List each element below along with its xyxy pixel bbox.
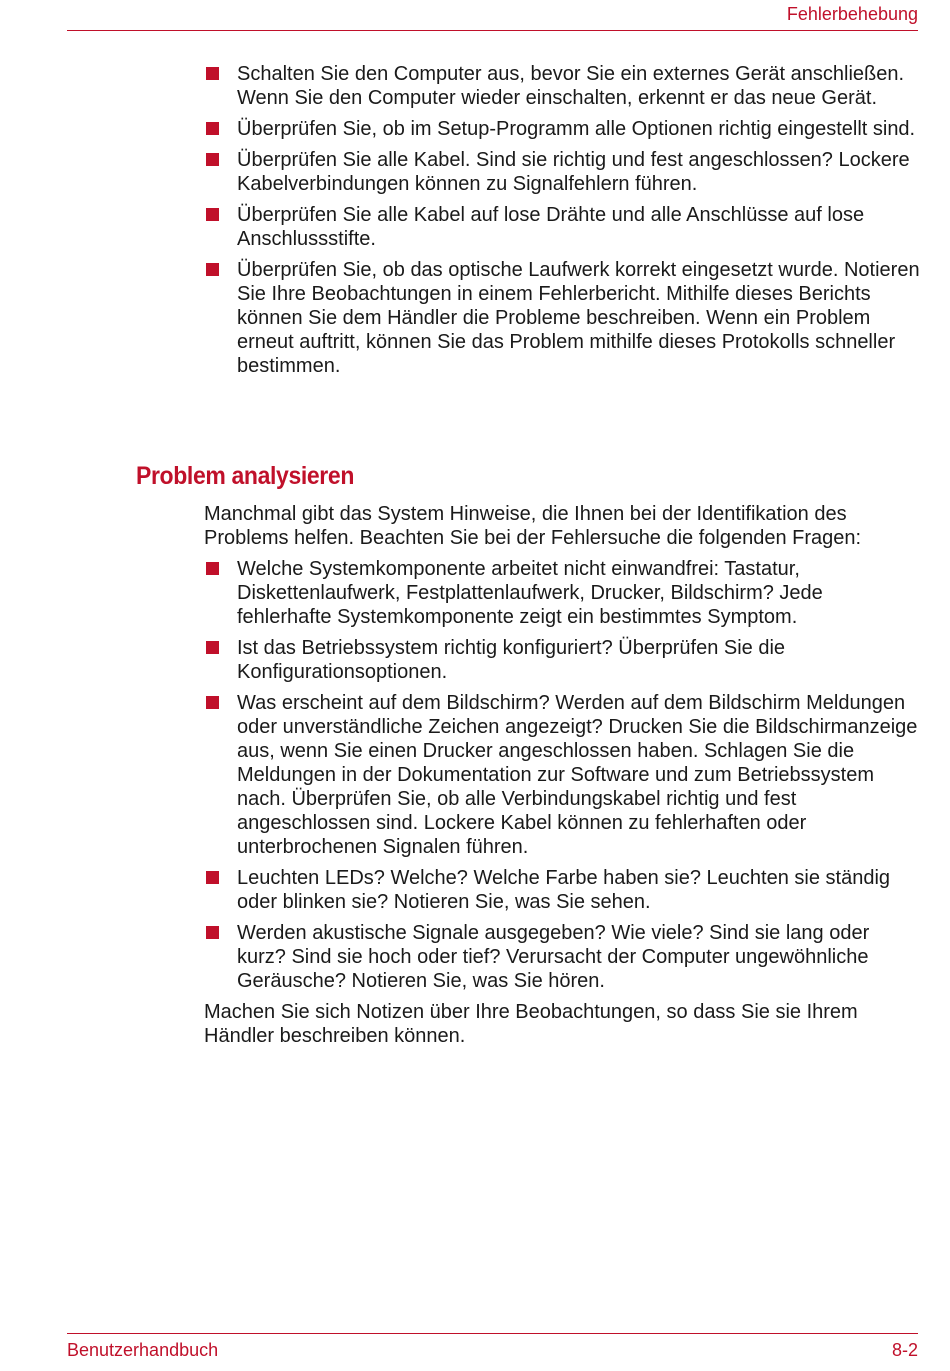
list-item-text: Ist das Betriebssystem richtig konfiguriert? Überprüfen Sie die Konfigurationsoptionen.: [237, 637, 786, 683]
list-item: [204, 921, 920, 993]
list-item: [204, 203, 920, 251]
footer-manual-title: Benutzerhandbuch: [67, 1340, 219, 1360]
square-bullet-icon: [206, 67, 219, 80]
footer-page-number: 8-2: [891, 1340, 918, 1360]
square-bullet-icon: [206, 153, 219, 166]
header-divider: [67, 30, 918, 31]
list-item-text: Leuchten LEDs? Welche? Welche Farbe haben sie? Leuchten sie ständig oder blinken sie? Notieren Sie, was Sie sehen.: [237, 867, 891, 913]
list-item-text: Welche Systemkomponente arbeitet nicht einwandfrei: Tastatur, Diskettenlaufwerk, Festplattenlaufwerk, Drucker, Bildschirm? Jede fehlerhafte Systemkomponente zeigt ein bestimmtes Symptom.: [237, 558, 823, 628]
list-item: [204, 557, 920, 629]
section-intro: Manchmal gibt das System Hinweise, die Ihnen bei der Identifikation des Problems helfen. Beachten Sie bei der Fehlersuche die folgenden Fragen:: [204, 503, 862, 549]
list-item: [204, 866, 920, 914]
top-bullet-list: [204, 62, 920, 378]
list-item-text: Schalten Sie den Computer aus, bevor Sie ein externes Gerät anschließen. Wenn Sie den Computer wieder einschalten, erkennt er das neue Gerät.: [237, 63, 905, 109]
section-bullet-list: [204, 557, 920, 993]
list-item: [204, 636, 920, 684]
section-body: [204, 502, 920, 1055]
list-item: [204, 148, 920, 196]
list-item: [204, 691, 920, 859]
square-bullet-icon: [206, 208, 219, 221]
list-item-text: Werden akustische Signale ausgegeben? Wie viele? Sind sie lang oder kurz? Sind sie hoch oder tief? Verursacht der Computer ungewöhnliche Geräusche? Notieren Sie, was Sie hören.: [237, 922, 870, 992]
section-outro: Machen Sie sich Notizen über Ihre Beobachtungen, so dass Sie sie Ihrem Händler beschreiben können.: [204, 1001, 858, 1047]
square-bullet-icon: [206, 871, 219, 884]
list-item: [204, 258, 920, 378]
list-item-text: Überprüfen Sie alle Kabel. Sind sie richtig und fest angeschlossen? Lockere Kabelverbindungen können zu Signalfehlern führen.: [237, 149, 910, 195]
square-bullet-icon: [206, 696, 219, 709]
list-item-text: Was erscheint auf dem Bildschirm? Werden auf dem Bildschirm Meldungen oder unverständliche Zeichen angezeigt? Drucken Sie die Bildschirmanzeige aus, wenn Sie einen Drucker angeschlossen haben. Schlagen Sie die Meldungen in der Dokumentation zur Software und zum Betriebssystem nach. Überprüfen Sie, ob alle Verbindungskabel richtig und fest angeschlossen sind. Lockere Kabel können zu fehlerhaften oder unterbrochenen Signalen führen.: [237, 692, 918, 858]
list-item: [204, 117, 920, 141]
list-item-text: Überprüfen Sie, ob das optische Laufwerk korrekt eingesetzt wurde. Notieren Sie Ihre Beobachtungen in einem Fehlerbericht. Mithilfe dieses Berichts können Sie dem Händler die Probleme beschreiben. Wenn ein Problem erneut auftritt, können Sie das Problem mithilfe dieses Protokolls schneller bestimmen.: [237, 259, 920, 377]
list-item: [204, 62, 920, 110]
list-item-text: Überprüfen Sie, ob im Setup-Programm alle Optionen richtig eingestellt sind.: [237, 118, 916, 140]
footer-divider: [67, 1333, 918, 1334]
square-bullet-icon: [206, 122, 219, 135]
square-bullet-icon: [206, 926, 219, 939]
top-bullet-block: [204, 62, 920, 385]
list-item-text: Überprüfen Sie alle Kabel auf lose Drähte und alle Anschlüsse auf lose Anschlussstifte.: [237, 204, 865, 250]
section-heading: Problem analysieren: [136, 462, 355, 490]
square-bullet-icon: [206, 641, 219, 654]
square-bullet-icon: [206, 562, 219, 575]
running-header-title: Fehlerbehebung: [786, 4, 918, 24]
square-bullet-icon: [206, 263, 219, 276]
